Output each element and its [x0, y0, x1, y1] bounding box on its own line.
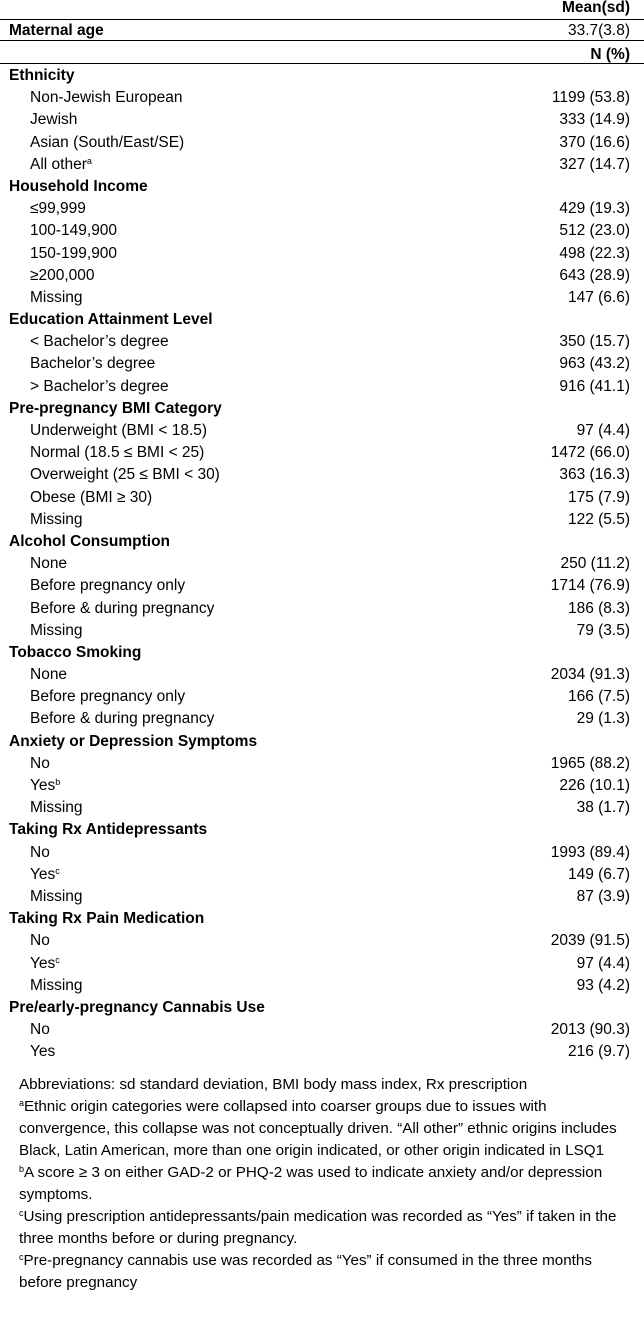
row-label-text: Missing [30, 510, 83, 528]
row-label [30, 154, 92, 176]
row-value: 79 (3.5) [576, 621, 630, 639]
table-row [0, 220, 644, 242]
note-b-text: A score ≥ 3 on either GAD-2 or PHQ-2 was used to indicate anxiety and/or depression symptoms. [19, 1164, 603, 1203]
note-c2 [19, 1250, 637, 1294]
table-footnotes [19, 1074, 637, 1294]
row-label [30, 842, 50, 864]
table-row [0, 708, 644, 730]
note-a-text: Ethnic origin categories were collapsed into coarser groups due to issues with convergence, this collapse was not conceptually driven. “All other” ethnic origins includes Black, Latin American, more than one origin indicated, or other origin indicated in LSQ1 [19, 1098, 617, 1159]
table-row [0, 287, 644, 309]
row-value: 97 (4.4) [576, 422, 630, 439]
row-value: 149 (6.7) [567, 865, 630, 883]
row-label [30, 864, 60, 886]
table-row [0, 975, 644, 997]
row-label-text: Missing [30, 799, 83, 817]
row-label [30, 420, 207, 442]
row-value: 963 (43.2) [559, 355, 630, 373]
row-label [30, 1019, 50, 1041]
row-label-text: Before pregnancy only [30, 577, 186, 595]
rule-mid [0, 40, 644, 41]
row-label-text: Obese (BMI ≥ 30) [30, 488, 153, 506]
row-label-text: No [30, 843, 50, 861]
footnote-marker: c [55, 954, 60, 965]
table-row [0, 598, 644, 620]
row-value: 97 (4.4) [576, 954, 630, 972]
table-row [0, 775, 644, 797]
table-row [0, 243, 644, 265]
row-label-text: Missing [30, 621, 83, 639]
row-value: 363 (16.3) [559, 466, 630, 484]
row-label-text: 100-149,900 [30, 222, 118, 240]
table-row [0, 930, 644, 952]
table-row [0, 265, 644, 287]
note-a [19, 1096, 637, 1162]
table-row [0, 664, 644, 686]
maternal-age-row [0, 21, 644, 41]
row-label-text: None [30, 555, 68, 573]
table-row [0, 842, 644, 864]
category-row [0, 309, 644, 331]
row-label [30, 886, 83, 908]
header-row-n [0, 45, 644, 65]
row-label-text: > Bachelor’s degree [30, 377, 169, 395]
row-label [30, 686, 185, 708]
table-row [0, 487, 644, 509]
row-value: 38 (1.7) [576, 799, 630, 817]
category-label: Taking Rx Pain Medication [9, 910, 205, 928]
row-label-text: Yes [30, 865, 56, 883]
table-body [0, 65, 644, 1063]
table-row [0, 886, 644, 908]
table-row [0, 87, 644, 109]
table-row [0, 864, 644, 886]
row-value: 2034 (91.3) [550, 666, 630, 684]
category-row [0, 65, 644, 87]
row-label [30, 797, 83, 819]
row-label-text: Yes [30, 954, 56, 972]
row-label-text: None [30, 666, 68, 684]
row-label-text: Normal (18.5 ≤ BMI < 25) [30, 444, 205, 462]
maternal-age-label: Maternal age [9, 22, 104, 39]
row-value: 186 (8.3) [567, 599, 630, 617]
category-label: Anxiety or Depression Symptoms [9, 732, 258, 750]
table-row [0, 620, 644, 642]
row-label [30, 220, 117, 242]
row-label-text: Before & during pregnancy [30, 710, 215, 728]
row-value: 498 (22.3) [559, 244, 630, 262]
table-row [0, 353, 644, 375]
footnote-marker: a [86, 155, 92, 166]
footnote-marker: c [55, 865, 60, 876]
row-value: 1472 (66.0) [550, 444, 630, 462]
row-value: 1199 (53.8) [551, 89, 630, 107]
table-row [0, 686, 644, 708]
row-label [30, 575, 185, 597]
category-row [0, 731, 644, 753]
category-label: Taking Rx Antidepressants [9, 821, 208, 839]
row-label-text: Yes [30, 777, 56, 794]
row-value: 916 (41.1) [559, 377, 630, 395]
row-label [30, 664, 67, 686]
category-row [0, 531, 644, 553]
category-row [0, 176, 644, 198]
row-label-text: Jewish [30, 111, 78, 129]
table-row [0, 553, 644, 575]
row-label [30, 109, 77, 131]
row-label [30, 553, 67, 575]
category-label: Pre-pregnancy BMI Category [9, 399, 222, 417]
row-value: 333 (14.9) [559, 111, 630, 129]
row-label [30, 620, 83, 642]
note-a-mark: a [19, 1098, 25, 1108]
note-c-mark: c [19, 1208, 24, 1218]
row-label-text: Asian (South/East/SE) [30, 133, 185, 151]
row-value: 512 (23.0) [559, 222, 630, 240]
category-row [0, 819, 644, 841]
row-label-text: < Bachelor’s degree [30, 333, 169, 351]
row-value: 93 (4.2) [576, 976, 630, 994]
header-mean-sd: Mean(sd) [561, 0, 630, 16]
table-row [0, 1041, 644, 1063]
table-row [0, 376, 644, 398]
table-row [0, 464, 644, 486]
row-label-text: No [30, 754, 50, 772]
row-label [30, 1041, 55, 1063]
row-label [30, 953, 60, 975]
row-label [30, 132, 184, 154]
row-value: 370 (16.6) [559, 133, 630, 151]
row-value: 216 (9.7) [567, 1043, 630, 1061]
note-c [19, 1206, 637, 1250]
table-row [0, 797, 644, 819]
table-row [0, 442, 644, 464]
note-abbreviations: Abbreviations: sd standard deviation, BMI body mass index, Rx prescription [19, 1076, 528, 1093]
row-value: 2013 (90.3) [550, 1021, 630, 1039]
header-n-pct: N (%) [590, 46, 630, 63]
category-row [0, 908, 644, 930]
row-label [30, 198, 86, 220]
row-label-text: No [30, 932, 50, 950]
category-label: Alcohol Consumption [9, 532, 171, 550]
row-label-text: Missing [30, 976, 83, 994]
row-value: 29 (1.3) [576, 710, 630, 728]
table-row [0, 953, 644, 975]
row-value: 1965 (88.2) [550, 754, 630, 772]
row-label-text: Underweight (BMI < 18.5) [30, 422, 208, 439]
row-value: 429 (19.3) [559, 200, 630, 218]
row-value: 2039 (91.5) [550, 932, 630, 950]
note-c2-text: Pre-pregnancy cannabis use was recorded as “Yes” if consumed in the three months before pregnancy [19, 1252, 592, 1291]
rule-top [0, 19, 644, 20]
row-label-text: Overweight (25 ≤ BMI < 30) [30, 466, 220, 484]
row-label [30, 708, 214, 730]
row-value: 166 (7.5) [567, 688, 630, 706]
category-row [0, 997, 644, 1019]
table-row [0, 509, 644, 531]
row-value: 250 (11.2) [560, 555, 630, 573]
row-label [30, 598, 214, 620]
row-label [30, 509, 83, 531]
row-value: 87 (3.9) [576, 887, 630, 905]
row-label [30, 87, 183, 109]
rule-header-bottom [0, 63, 644, 64]
row-label [30, 265, 95, 287]
row-label-text: Non-Jewish European [30, 89, 183, 107]
table-row [0, 132, 644, 154]
table-row [0, 331, 644, 353]
row-label-text: Missing [30, 288, 83, 306]
row-label-text: Bachelor’s degree [30, 355, 156, 373]
row-label [30, 353, 155, 375]
row-label [30, 975, 83, 997]
category-label: Ethnicity [9, 67, 75, 84]
row-value: 122 (5.5) [567, 510, 630, 528]
row-value: 643 (28.9) [559, 266, 630, 284]
row-value: 327 (14.7) [559, 155, 630, 173]
note-b [19, 1162, 637, 1206]
row-label-text: All other [30, 155, 87, 173]
row-label-text: ≥200,000 [30, 266, 95, 284]
row-label-text: Yes [30, 1043, 56, 1061]
table-row [0, 420, 644, 442]
footnote-marker: b [55, 777, 61, 787]
row-label-text: No [30, 1021, 50, 1039]
category-label: Education Attainment Level [9, 311, 213, 329]
row-label [30, 442, 204, 464]
note-b-mark: b [19, 1164, 25, 1174]
maternal-age-value: 33.7(3.8) [567, 22, 630, 39]
category-label: Household Income [9, 177, 148, 195]
category-row [0, 642, 644, 664]
row-label [30, 376, 169, 398]
row-label-text: Before pregnancy only [30, 688, 186, 706]
row-label [30, 287, 83, 309]
row-value: 147 (6.6) [567, 288, 630, 306]
table-row [0, 154, 644, 176]
row-value: 226 (10.1) [559, 777, 630, 794]
row-label-text: Before & during pregnancy [30, 599, 215, 617]
table-row [0, 753, 644, 775]
category-label: Tobacco Smoking [9, 643, 142, 661]
note-c2-mark: c [19, 1252, 24, 1262]
row-label-text: Missing [30, 887, 83, 905]
category-row [0, 398, 644, 420]
row-label [30, 243, 117, 265]
table-row [0, 109, 644, 131]
row-label [30, 775, 60, 797]
row-value: 350 (15.7) [559, 333, 630, 351]
row-label-text: ≤99,999 [30, 200, 86, 218]
category-label: Pre/early-pregnancy Cannabis Use [9, 998, 265, 1016]
row-label [30, 464, 220, 486]
row-label [30, 331, 169, 353]
table-row [0, 198, 644, 220]
table-row [0, 575, 644, 597]
row-label-text: 150-199,900 [30, 244, 118, 262]
table-row [0, 1019, 644, 1041]
row-value: 175 (7.9) [567, 488, 630, 506]
note-c-text: Using prescription antidepressants/pain medication was recorded as “Yes” if taken in the three months before or during pregnancy. [19, 1208, 617, 1247]
row-value: 1714 (76.9) [550, 577, 630, 595]
header-row-mean [0, 0, 644, 18]
row-label [30, 753, 50, 775]
row-label [30, 487, 152, 509]
row-label [30, 930, 50, 952]
row-value: 1993 (89.4) [550, 843, 630, 861]
